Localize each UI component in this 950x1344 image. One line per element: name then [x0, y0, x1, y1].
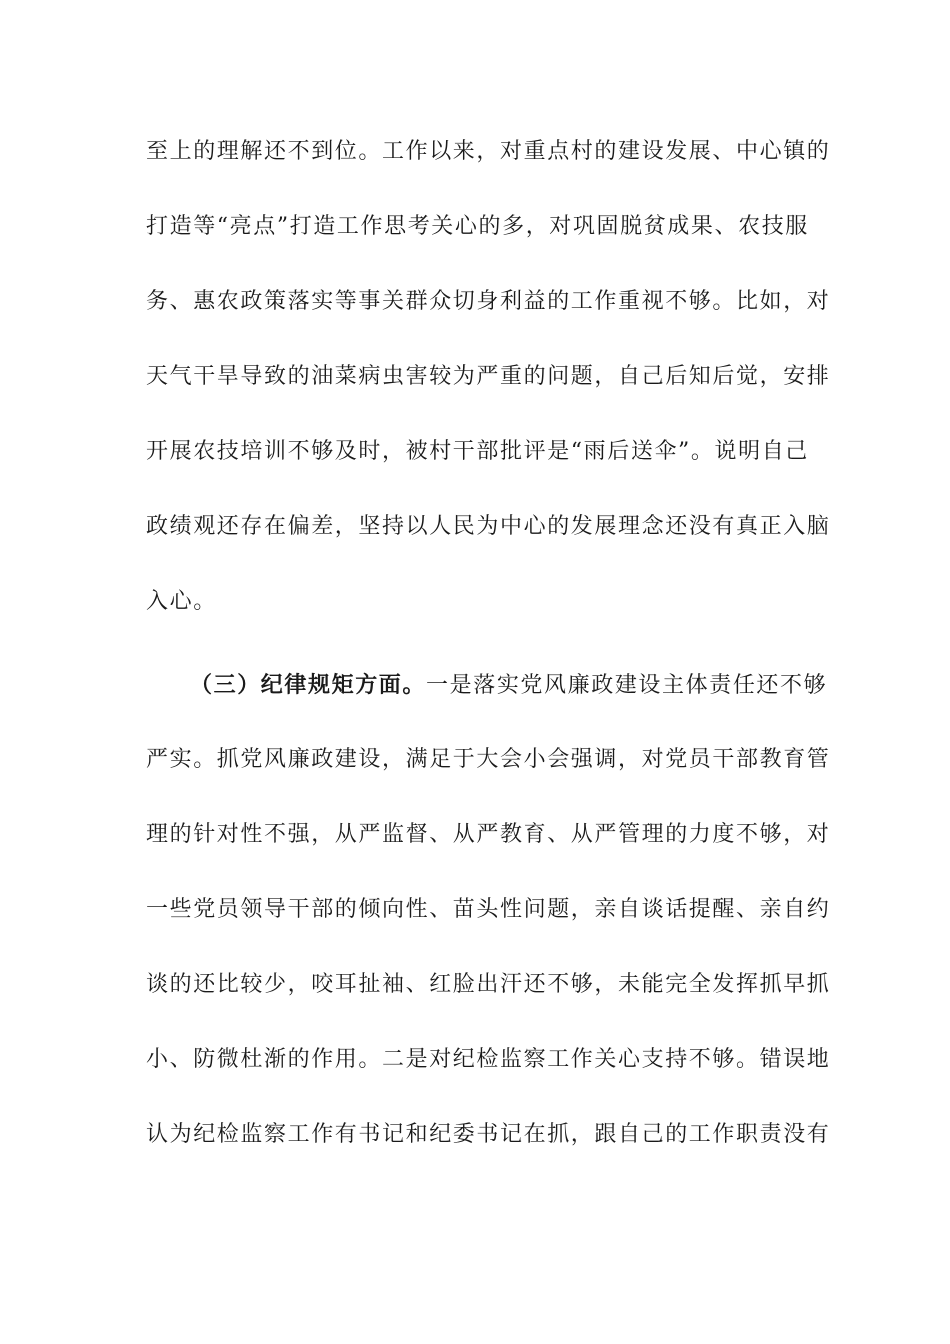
- paragraph-line: 开展农技培训不够及时，被村干部批评是“雨后送伞”。说明自己: [146, 439, 809, 464]
- paragraph-line: 谈的还比较少，咬耳扯袖、红脸出汗还不够，未能完全发挥抓早抓: [146, 972, 831, 997]
- section-heading: （三）纪律规矩方面。: [190, 672, 427, 698]
- paragraph-line: 政绩观还存在偏差，坚持以人民为中心的发展理念还没有真正入脑: [146, 514, 831, 539]
- paragraph-line: 理的针对性不强，从严监督、从严教育、从严管理的力度不够，对: [146, 822, 831, 847]
- paragraph-line: 入心。: [146, 589, 217, 614]
- paragraph-line: 打造等“亮点”打造工作思考关心的多，对巩固脱贫成果、农技服: [146, 214, 809, 239]
- paragraph-line: 严实。抓党风廉政建设，满足于大会小会强调，对党员干部教育管: [146, 747, 831, 772]
- paragraph-line: 认为纪检监察工作有书记和纪委书记在抓，跟自己的工作职责没有: [146, 1122, 831, 1147]
- section-heading-line: [190, 670, 828, 701]
- paragraph-line: 务、惠农政策落实等事关群众切身利益的工作重视不够。比如，对: [146, 289, 831, 314]
- section-heading-rest: 一是落实党风廉政建设主体责任还不够: [426, 673, 828, 698]
- paragraph-line: 至上的理解还不到位。工作以来，对重点村的建设发展、中心镇的: [146, 139, 831, 164]
- paragraph-line: 天气干旱导致的油菜病虫害较为严重的问题，自己后知后觉，安排: [146, 364, 831, 389]
- paragraph-line: 一些党员领导干部的倾向性、苗头性问题，亲自谈话提醒、亲自约: [146, 897, 831, 922]
- paragraph-line: 小、防微杜渐的作用。二是对纪检监察工作关心支持不够。错误地: [146, 1047, 831, 1072]
